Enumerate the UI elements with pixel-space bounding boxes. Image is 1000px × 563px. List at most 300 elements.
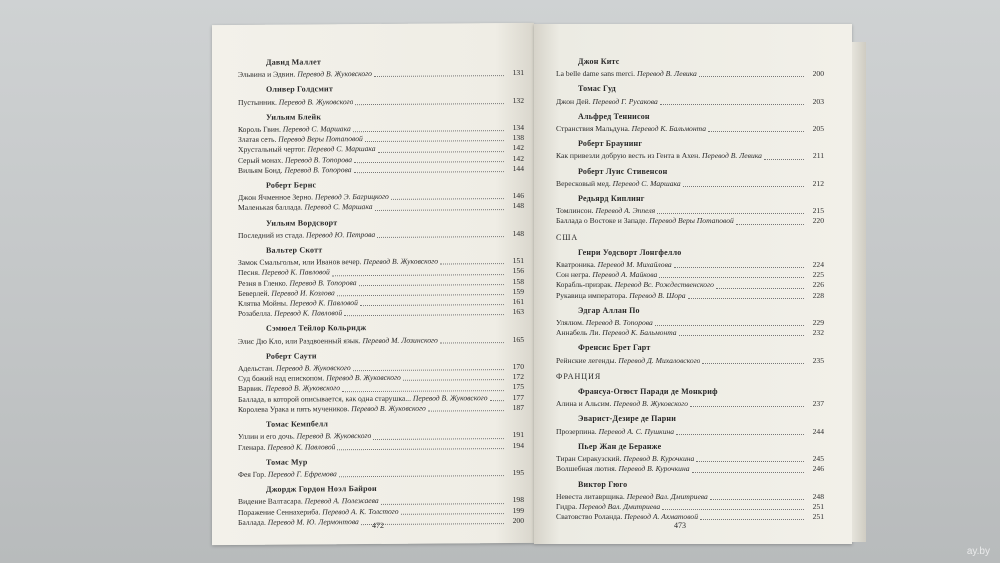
entry-title: Корабль-призрак. <box>556 280 615 290</box>
leader-dots <box>657 213 804 214</box>
entry-translator: Перевод В. Жуковского <box>275 363 351 373</box>
entry-title: Видение Валтасара. <box>238 496 305 507</box>
entry-text <box>556 270 657 280</box>
author-heading: Джордж Гордон Ноэл Байрон <box>266 484 377 494</box>
entry-translator: Перевод К. Павловой <box>274 308 343 318</box>
entry-page: 237 <box>812 399 824 409</box>
entry-page: 235 <box>812 355 824 365</box>
entry-page: 134 <box>512 122 524 133</box>
entry-translator: Перевод С. Маршака <box>612 178 681 188</box>
entry-translator: Перевод С. Маршака <box>307 144 376 154</box>
entry-title: Клятва Мойны. <box>238 298 290 309</box>
toc-entry <box>556 454 824 464</box>
right-toc <box>556 52 824 522</box>
toc-entry <box>556 179 824 189</box>
leader-dots <box>337 448 504 450</box>
author-heading: Томас Гуд <box>578 84 616 94</box>
leader-dots <box>655 325 804 326</box>
entry-page: 165 <box>512 334 524 344</box>
leader-dots <box>381 503 504 505</box>
entry-translator: Перевод А. Полежаева <box>304 496 379 506</box>
toc-entry <box>238 468 524 480</box>
entry-text <box>556 492 708 502</box>
entry-title: Кватроника. <box>556 260 598 270</box>
leader-dots <box>700 519 804 520</box>
entry-page: 172 <box>512 372 524 382</box>
leader-dots <box>377 236 504 238</box>
open-book <box>212 24 867 544</box>
entry-text <box>556 260 672 270</box>
entry-title: Джон Ячменное Зерно. <box>238 192 315 203</box>
entry-page: 148 <box>512 201 524 211</box>
entry-page: 195 <box>512 467 524 477</box>
author-heading: Уильям Блейк <box>266 112 322 122</box>
entry-translator: Перевод А. К. Толстого <box>322 506 399 516</box>
entry-text <box>556 318 653 328</box>
entry-translator: Перевод В. Жуковского <box>297 69 372 79</box>
toc-entry <box>556 399 824 409</box>
entry-title: Вильям Бонд. <box>238 165 285 175</box>
entry-title: Фея Гор. <box>238 469 268 479</box>
leader-dots <box>391 199 504 201</box>
entry-translator: Перевод К. Павловой <box>289 298 358 308</box>
toc-entry <box>556 492 824 502</box>
entry-title: Баллада о Востоке и Западе. <box>556 216 650 226</box>
author-heading: Генри Уодсворт Лонгфелло <box>578 247 682 257</box>
left-page-number: 472 <box>372 520 384 531</box>
entry-page: 158 <box>512 276 524 286</box>
entry-page: 156 <box>512 266 524 276</box>
left-page <box>212 23 534 545</box>
leader-dots <box>699 76 804 77</box>
toc-entry <box>238 68 524 80</box>
toc-entry <box>556 328 824 338</box>
entry-translator: Перевод А. С. Пушкина <box>598 426 675 436</box>
entry-page: 170 <box>512 362 524 372</box>
entry-page: 159 <box>512 286 524 296</box>
entry-page: 251 <box>812 501 824 511</box>
entry-translator: Перевод В. Топорова <box>289 277 357 288</box>
entry-page: 146 <box>512 191 524 201</box>
entry-text <box>556 502 660 512</box>
leader-dots <box>676 434 804 435</box>
entry-translator: Перевод К. Бальмонта <box>631 124 706 134</box>
toc-entry <box>238 164 524 176</box>
entry-page: 251 <box>812 512 824 522</box>
entry-text <box>238 202 373 213</box>
entry-translator: Перевод В. Жуковского <box>613 399 689 409</box>
entry-translator: Перевод И. Козлова <box>271 288 335 298</box>
entry-title: Король Гвин. <box>238 124 283 134</box>
leader-dots <box>736 224 804 225</box>
author-heading: Роберт Саути <box>266 351 317 361</box>
entry-translator: Перевод Ю. Петрова <box>306 229 376 240</box>
toc-entry <box>556 260 824 270</box>
entry-page: 177 <box>512 392 524 402</box>
entry-title: Последний из стада. <box>238 230 306 240</box>
entry-text <box>556 179 681 189</box>
entry-title: Аннабель Ли. <box>556 328 603 338</box>
entry-page: 200 <box>812 69 824 79</box>
entry-text <box>238 431 371 442</box>
entry-text <box>556 280 714 290</box>
entry-text <box>238 97 353 108</box>
toc-entry <box>238 307 524 319</box>
entry-page: 175 <box>512 382 524 392</box>
entry-title: Эльвина и Эдвин. <box>238 69 298 80</box>
entry-translator: Перевод В. Жуковского <box>363 256 438 267</box>
author-heading: Оливер Голдсмит <box>266 84 333 95</box>
toc-entry <box>556 69 824 79</box>
entry-page: 232 <box>812 328 824 338</box>
toc-entry <box>556 124 824 134</box>
toc-entry <box>556 280 824 290</box>
entry-page: 191 <box>512 430 524 440</box>
leader-dots <box>708 131 804 132</box>
entry-title: Рейнские легенды. <box>556 355 619 365</box>
entry-text <box>556 399 688 409</box>
entry-text <box>556 454 694 464</box>
entry-text <box>238 257 438 269</box>
leader-dots <box>662 509 804 510</box>
entry-translator: Перевод Э. Багрицкого <box>314 192 389 202</box>
entry-page: 225 <box>812 270 824 280</box>
entry-page: 224 <box>812 260 824 270</box>
entry-page: 200 <box>512 515 524 525</box>
author-heading: Джон Китс <box>578 57 620 66</box>
entry-title: Как привезли добрую весть из Гента в Ахен. <box>556 151 703 161</box>
entry-page: 220 <box>812 216 824 226</box>
entry-text <box>556 97 658 107</box>
entry-translator: Перевод Вал. Дмитриева <box>579 501 661 511</box>
author-heading: Давид Маллет <box>266 57 321 67</box>
author-heading: Роберт Луис Стивенсон <box>578 166 668 176</box>
entry-title: Джон Дей. <box>556 96 593 106</box>
entry-page: 244 <box>812 426 824 436</box>
leader-dots <box>354 161 504 163</box>
author-heading: Френсис Брет Гарт <box>578 343 651 353</box>
leader-dots <box>337 294 504 296</box>
leader-dots <box>360 304 504 306</box>
entry-title: Томлинсон. <box>556 206 596 216</box>
leader-dots <box>332 274 504 276</box>
author-heading: Пьер Жан де Беранже <box>578 441 662 451</box>
toc-entry <box>556 502 824 512</box>
entry-translator: Перевод К. Павловой <box>261 267 330 278</box>
entry-title: La belle dame sans merci. <box>556 69 637 79</box>
author-heading: Роберт Бернс <box>266 180 317 190</box>
entry-text <box>238 308 342 319</box>
entry-title: Алина и Альсим. <box>556 399 614 409</box>
entry-text <box>238 469 337 480</box>
entry-page: 131 <box>512 68 524 78</box>
toc-entry <box>238 335 524 347</box>
country-heading: США <box>556 232 579 242</box>
entry-title: Резня в Гленко. <box>238 278 290 288</box>
entry-text <box>556 124 706 134</box>
entry-translator: Перевод К. Павловой <box>267 441 336 452</box>
entry-translator: Перевод Г. Русакова <box>592 96 658 106</box>
entry-page: 229 <box>812 318 824 328</box>
entry-page: 248 <box>812 491 824 501</box>
leader-dots <box>339 475 504 477</box>
entry-translator: Перевод А. Майкова <box>592 270 658 280</box>
entry-translator: Перевод В. Топорова <box>285 154 353 165</box>
toc-entry <box>238 96 524 108</box>
author-heading: Сэмюел Тейлор Кольридж <box>266 323 367 334</box>
entry-title: Рукавица императора. <box>556 290 630 300</box>
entry-text <box>238 517 359 528</box>
entry-translator: Перевод В. Топорова <box>585 318 653 328</box>
entry-text <box>556 216 734 226</box>
entry-title: Королева Урака и пять мучеников. <box>238 404 352 414</box>
author-heading: Вальтер Скотт <box>266 245 323 255</box>
toc-entry <box>556 206 824 216</box>
toc-entry <box>238 440 524 452</box>
toc-entry <box>556 97 824 107</box>
entry-page: 205 <box>812 124 824 134</box>
entry-page: 226 <box>812 280 824 290</box>
toc-entry <box>556 427 824 437</box>
entry-page: 142 <box>512 153 524 163</box>
entry-title: Сон негра. <box>556 270 593 280</box>
entry-text <box>556 291 686 301</box>
entry-title: Странствия Мальдуна. <box>556 124 632 134</box>
leader-dots <box>679 335 804 336</box>
leader-dots <box>359 284 504 286</box>
leader-dots <box>373 438 504 440</box>
leader-dots <box>659 277 804 278</box>
entry-title: Тиран Сиракузский. <box>556 454 624 464</box>
entry-translator: Перевод В. Жуковского <box>351 403 426 414</box>
author-heading: Альфред Теннисон <box>578 111 650 121</box>
entry-page: 144 <box>512 163 524 173</box>
entry-page: 142 <box>512 143 524 153</box>
leader-dots <box>490 400 504 401</box>
entry-translator: Перевод М. Михайлова <box>597 260 672 270</box>
author-heading: Уильям Вордсворт <box>266 217 338 228</box>
entry-translator: Перевод М. Лозинского <box>362 335 438 345</box>
entry-text <box>238 506 399 517</box>
entry-title: Маленькая баллада. <box>238 202 305 213</box>
leader-dots <box>683 186 804 187</box>
leader-dots <box>440 264 504 265</box>
entry-translator: Перевод А. Эппеля <box>595 206 656 216</box>
entry-page: 246 <box>812 464 824 474</box>
entry-translator: Перевод Веры Потаповой <box>649 216 734 226</box>
entry-translator: Перевод В. Жуковского <box>296 431 372 441</box>
entry-translator: Перевод Веры Потаповой <box>278 134 363 144</box>
entry-translator: Перевод В. Шора <box>629 290 686 300</box>
leader-dots <box>660 104 804 105</box>
entry-text <box>238 278 357 289</box>
right-page-number: 473 <box>674 521 686 530</box>
entry-translator: Перевод С. Маршака <box>282 124 351 134</box>
right-page <box>534 24 852 544</box>
leader-dots <box>375 209 504 211</box>
entry-translator: Перевод Вс. Рождественского <box>614 280 714 290</box>
entry-title: Гленара. <box>238 442 268 452</box>
toc-entry <box>556 512 824 522</box>
entry-text <box>556 427 674 437</box>
entry-page: 199 <box>512 505 524 515</box>
left-toc <box>238 51 524 531</box>
entry-page: 215 <box>812 206 824 216</box>
leader-dots <box>674 267 804 268</box>
entry-text <box>556 206 655 216</box>
entry-title: Розабелла. <box>238 308 275 319</box>
leader-dots <box>690 406 804 407</box>
entry-text <box>556 464 690 474</box>
entry-page: 187 <box>512 402 524 412</box>
entry-page: 228 <box>812 290 824 300</box>
toc-entry <box>556 151 824 161</box>
leader-dots <box>710 499 804 500</box>
entry-translator: Перевод В. Левика <box>636 69 697 79</box>
entry-title: Баллада. <box>238 517 268 527</box>
entry-translator: Перевод В. Топорова <box>284 164 352 175</box>
leader-dots <box>374 75 504 77</box>
entry-translator: Перевод В. Курочкина <box>618 464 690 474</box>
entry-page: 132 <box>512 95 524 105</box>
entry-translator: Перевод В. Жуковского <box>278 96 354 107</box>
entry-title: Хрустальный чертог. <box>238 144 308 155</box>
leader-dots <box>716 288 804 289</box>
entry-translator: Перевод В. Курочкина <box>623 454 695 464</box>
entry-page: 212 <box>812 178 824 188</box>
toc-entry <box>238 201 524 213</box>
entry-translator: Перевод В. Левика <box>702 151 762 161</box>
leader-dots <box>353 369 504 371</box>
entry-title: Песня. <box>238 268 262 278</box>
leader-dots <box>692 472 804 473</box>
toc-entry <box>238 229 524 241</box>
entry-title: Элис Дю Кло, или Раздвоенный язык. <box>238 335 363 346</box>
leader-dots <box>696 461 804 462</box>
author-heading: Виктор Гюго <box>578 479 628 489</box>
leader-dots <box>764 159 804 160</box>
entry-title: Уллин и его дочь. <box>238 431 297 442</box>
entry-page: 211 <box>812 151 824 161</box>
entry-text <box>556 328 677 338</box>
entry-text <box>238 165 352 176</box>
leader-dots <box>440 342 504 343</box>
author-heading: Томас Мур <box>266 457 308 467</box>
author-heading: Франсуа-Огюст Паради де Монкриф <box>578 387 718 397</box>
entry-title: Невеста литаврщика. <box>556 491 627 501</box>
entry-translator: Перевод К. Бальмонта <box>602 328 677 338</box>
leader-dots <box>355 103 504 105</box>
leader-dots <box>378 151 504 153</box>
entry-title: Гидра. <box>556 501 579 511</box>
toc-entry <box>556 270 824 280</box>
leader-dots <box>354 171 504 173</box>
entry-text <box>238 288 335 299</box>
entry-title: Серый монах. <box>238 155 286 165</box>
entry-page: 151 <box>512 256 524 266</box>
entry-text <box>556 69 697 79</box>
entry-title: Прозерпина. <box>556 426 599 436</box>
entry-text <box>238 404 426 416</box>
entry-text <box>238 442 335 453</box>
entry-title: Поражение Сеннахериба. <box>238 506 323 517</box>
leader-dots <box>403 380 504 382</box>
entry-page: 161 <box>512 297 524 307</box>
entry-title: Замок Смальгольм, или Иванов вечер. <box>238 257 364 268</box>
entry-text <box>238 69 372 80</box>
toc-entry <box>556 356 824 366</box>
entry-page: 194 <box>512 440 524 450</box>
entry-text <box>238 373 401 384</box>
entry-title: Адельстан. <box>238 363 276 374</box>
author-heading: Эдгар Аллан По <box>578 305 640 315</box>
author-heading: Редьярд Киплинг <box>578 194 645 204</box>
entry-translator: Перевод Д. Михаловского <box>618 355 701 365</box>
entry-title: Баллада, в которой описывается, как одна старушка... <box>238 393 413 404</box>
leader-dots <box>688 298 804 299</box>
entry-text <box>238 144 376 155</box>
toc-entry <box>238 403 524 415</box>
entry-page: 245 <box>812 454 824 464</box>
entry-translator: Перевод В. Жуковского <box>265 383 341 394</box>
leader-dots <box>401 513 504 515</box>
author-heading: Роберт Браунинг <box>578 139 643 149</box>
entry-title: Вересковый мед. <box>556 178 613 188</box>
entry-translator: Перевод В. Жуковского <box>412 392 488 403</box>
leader-dots <box>344 315 504 317</box>
entry-title: Златая сеть. <box>238 134 279 145</box>
entry-translator: Перевод В. Жуковского <box>326 373 401 383</box>
entry-title: Варвик. <box>238 384 266 394</box>
entry-text <box>556 151 762 161</box>
entry-page: 148 <box>512 228 524 238</box>
entry-title: Улялюм. <box>556 318 586 328</box>
leader-dots <box>702 363 804 364</box>
leader-dots <box>365 141 504 143</box>
entry-title: Беверлей. <box>238 288 272 298</box>
toc-entry <box>556 216 824 226</box>
entry-translator: Перевод Вал. Дмитриева <box>626 491 708 501</box>
page-edges <box>852 42 866 542</box>
entry-page: 163 <box>512 307 524 317</box>
entry-text <box>238 384 340 395</box>
leader-dots <box>342 390 504 392</box>
author-heading: Томас Кемпбелл <box>266 419 329 429</box>
entry-translator: Перевод С. Маршака <box>304 202 373 212</box>
entry-translator: Перевод А. Ахматовой <box>624 512 699 522</box>
entry-text <box>238 268 330 279</box>
author-heading: Эварист-Дезире де Парни <box>578 414 677 424</box>
country-heading: ФРАНЦИЯ <box>556 371 602 381</box>
entry-page: 198 <box>512 495 524 505</box>
entry-translator: Перевод Г. Ефремова <box>267 469 337 479</box>
entry-page: 203 <box>812 96 824 106</box>
toc-entry <box>556 318 824 328</box>
entry-title: Пустынник. <box>238 97 279 107</box>
entry-text <box>556 356 700 366</box>
entry-text <box>238 335 438 347</box>
entry-page: 138 <box>512 133 524 143</box>
entry-text <box>238 230 375 241</box>
entry-title: Сватовство Роланда. <box>556 512 625 522</box>
entry-translator: Перевод М. Ю. Лермонтова <box>267 516 359 527</box>
entry-title: Суд божий над епископом. <box>238 373 327 384</box>
entry-title: Волшебная лютня. <box>556 464 619 474</box>
watermark: ay.by <box>966 546 990 557</box>
toc-entry <box>556 464 824 474</box>
leader-dots <box>428 410 504 412</box>
leader-dots <box>353 130 504 132</box>
